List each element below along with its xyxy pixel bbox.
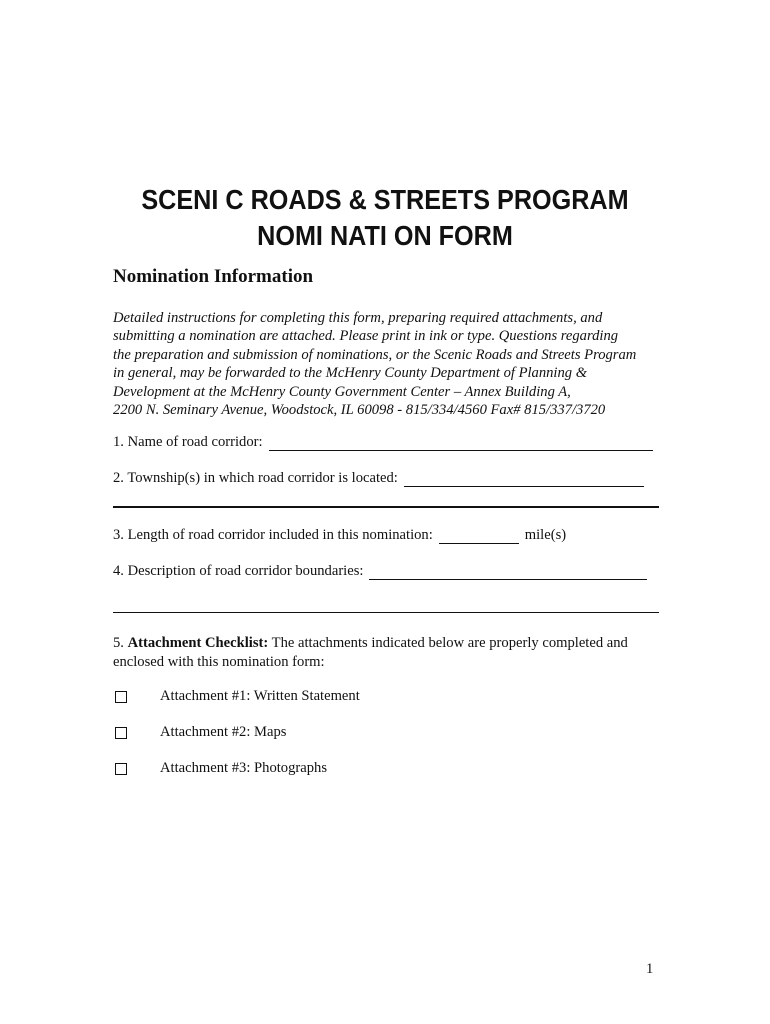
boundaries-continuation-line[interactable]	[113, 612, 659, 613]
form-title-line-1: SCENI C ROADS & STREETS PROGRAM	[141, 184, 629, 215]
checkbox-icon[interactable]	[115, 727, 127, 739]
corridor-length-field	[113, 527, 566, 544]
checkbox-icon[interactable]	[115, 691, 127, 703]
checkbox-icon[interactable]	[115, 763, 127, 775]
checklist-item-label: Attachment #2: Maps	[160, 724, 287, 740]
corridor-length-unit: mile(s)	[524, 527, 567, 543]
instructions-line: 2200 N. Seminary Avenue, Woodstock, IL 60098 - 815/334/4560 Fax# 815/337/3720	[113, 402, 606, 419]
corridor-length-label: 3. Length of road corridor included in this nomination:	[113, 527, 433, 543]
road-corridor-name-field	[113, 434, 653, 451]
page-number: 1	[646, 961, 654, 977]
corridor-length-blank[interactable]	[439, 529, 519, 544]
checklist-intro-text-2: enclosed with this nomination form:	[113, 654, 325, 670]
township-field	[113, 470, 644, 487]
instructions-line: in general, may be forwarded to the McHenry County Department of Planning &	[113, 365, 588, 382]
corridor-boundaries-blank[interactable]	[369, 565, 647, 580]
checklist-item-maps[interactable]	[115, 724, 286, 741]
checklist-item-label: Attachment #1: Written Statement	[160, 688, 360, 704]
checklist-item-photographs[interactable]	[115, 760, 327, 777]
township-blank[interactable]	[404, 472, 644, 487]
corridor-boundaries-label: 4. Description of road corridor boundaries:	[113, 563, 364, 579]
corridor-boundaries-field	[113, 563, 647, 580]
instructions-line: submitting a nomination are attached. Please print in ink or type. Questions regarding	[113, 328, 619, 345]
instructions-line: Detailed instructions for completing this form, preparing required attachments, and	[113, 310, 603, 326]
township-continuation-line[interactable]	[113, 506, 659, 508]
checklist-item-label: Attachment #3: Photographs	[160, 760, 327, 776]
township-label: 2. Township(s) in which road corridor is located:	[113, 470, 398, 486]
checklist-item-written-statement[interactable]	[115, 688, 360, 705]
checklist-title: Attachment Checklist:	[127, 635, 269, 651]
instructions-line: Development at the McHenry County Government Center – Annex Building A,	[113, 383, 571, 400]
road-corridor-name-blank[interactable]	[269, 436, 653, 451]
instructions-line: the preparation and submission of nominations, or the Scenic Roads and Streets Program	[113, 346, 637, 363]
instructions-paragraph	[113, 309, 661, 419]
section-heading: Nomination Information	[113, 266, 314, 287]
checklist-number: 5.	[113, 635, 124, 651]
attachment-checklist-intro	[113, 634, 661, 672]
checklist-intro-text: The attachments indicated below are properly completed and	[271, 635, 628, 651]
form-title-line-2: NOMI NATI ON FORM	[257, 220, 513, 251]
road-corridor-name-label: 1. Name of road corridor:	[113, 434, 263, 450]
